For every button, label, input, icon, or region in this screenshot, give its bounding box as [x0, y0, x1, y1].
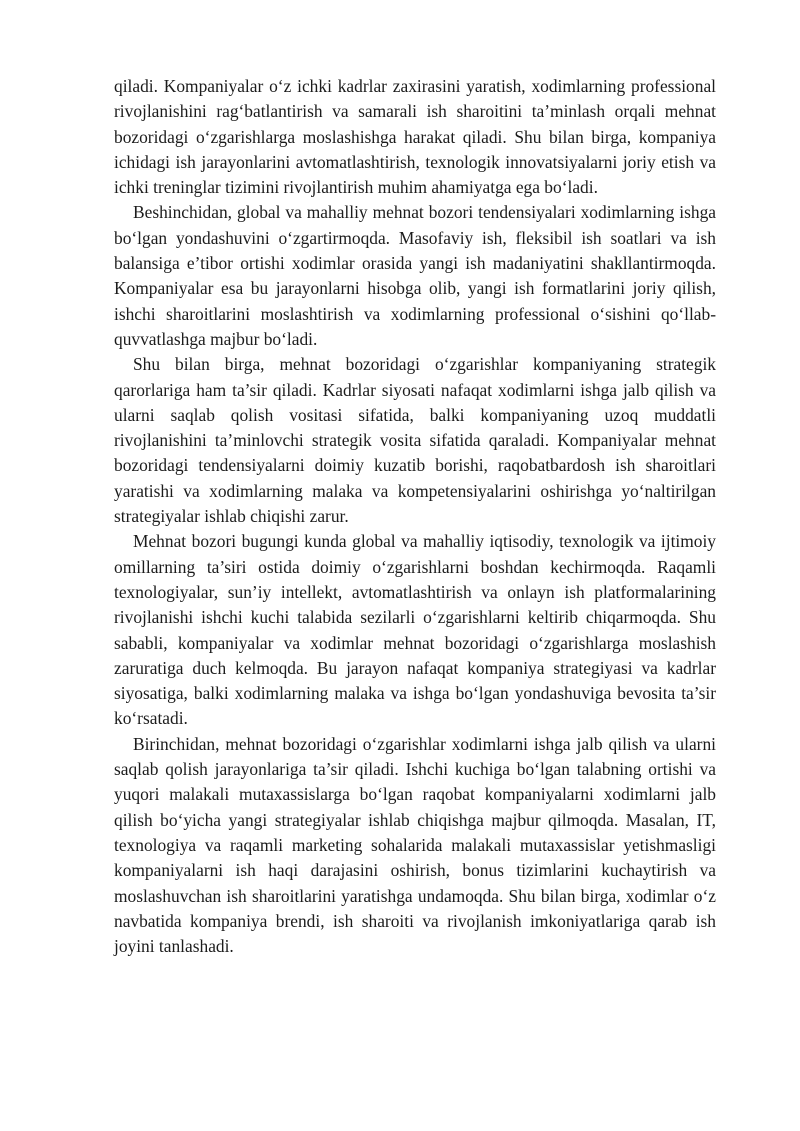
paragraph-birinchidan: Birinchidan, mehnat bozoridagi o‘zgarishlar xodimlarni ishga jalb qilish va ularni saqlab qolish jarayonlariga ta’sir qiladi. Ishchi kuchiga bo‘lgan talabning ortishi va yuqori malakali mutaxassislarga bo‘lgan raqobat kompaniyalarni xodimlarni jalb qilish bo‘yicha yangi strategiyalar ishlab chiqishga majbur qilmoqda. Masalan, IT, texnologiya va raqamli marketing sohalarida malakali mutaxassislar yetishmasligi kompaniyalarni ish haqi darajasini oshirish, bonus tizimlarini kuchaytirish va moslashuvchan ish sharoitlarini yaratishga undamoqda. Shu bilan birga, xodimlar o‘z navbatida kompaniya brendi, ish sharoiti va rivojlanish imkoniyatlariga qarab ish joyini tanlashadi. [114, 733, 716, 957]
paragraph-beshinchidan: Beshinchidan, global va mahalliy mehnat bozori tendensiyalari xodimlarning ishga bo‘lgan yondashuvini o‘zgartirmoqda. Masofaviy ish, fleksibil ish soatlari va ish balansiga e’tibor ortishi xodimlar orasida yangi ish madaniyatini shakllantirmoqda. Kompaniyalar esa bu jarayonlarni hisobga olib, yangi ish formatlarini joriy qilish, ishchi sharoitlarini moslashtirish va xodimlarning professional o‘sishini qo‘llab-quvvatlashga majbur bo‘ladi. [114, 202, 716, 349]
paragraph-strategik-qarorlar: Shu bilan birga, mehnat bozoridagi o‘zgarishlar kompaniyaning strategik qarorlariga ham ta’sir qiladi. Kadrlar siyosati nafaqat xodimlarni ishga jalb qilish va ularni saqlab qolish vositasi sifatida, balki kompaniyaning uzoq muddatli rivojlanishini ta’minlovchi strategik vosita sifatida qaraladi. Kompaniyalar mehnat bozoridagi tendensiyalarni doimiy kuzatib borishi, raqobatbardosh ish sharoitlari yaratishi va xodimlarning malaka va kompetensiyalarini oshirishga yo‘naltirilgan strategiyalar ishlab chiqishi zarur. [114, 354, 716, 527]
paragraph-mehnat-bozori: Mehnat bozori bugungi kunda global va mahalliy iqtisodiy, texnologik va ijtimoiy omillarning ta’siri ostida doimiy o‘zgarishlarni boshdan kechirmoqda. Raqamli texnologiyalar, sun’iy intellekt, avtomatlashtirish va onlayn ish platformalarining rivojlanishi ishchi kuchi talabida sezilarli o‘zgarishlarni keltirib chiqarmoqda. Shu sababli, kompaniyalar va xodimlar mehnat bozoridagi o‘zgarishlarga moslashish zaruratiga duch kelmoqda. Bu jarayon nafaqat kompaniya strategiyasi va kadrlar siyosatiga, balki xodimlarning malaka va ishga bo‘lgan yondashuviga bevosita ta’sir ko‘rsatadi. [114, 531, 716, 729]
paragraph-continuation: qiladi. Kompaniyalar o‘z ichki kadrlar zaxirasini yaratish, xodimlarning professional rivojlanishini rag‘batlantirish va samarali ish sharoitini ta’minlash orqali mehnat bozoridagi o‘zgarishlarga moslashishga harakat qiladi. Shu bilan birga, kompaniya ichidagi ish jarayonlarini avtomatlashtirish, texnologik innovatsiyalarni joriy etish va ichki treninglar tizimini rivojlantirish muhim ahamiyatga ega bo‘ladi. [114, 76, 716, 198]
document-page [114, 74, 716, 959]
